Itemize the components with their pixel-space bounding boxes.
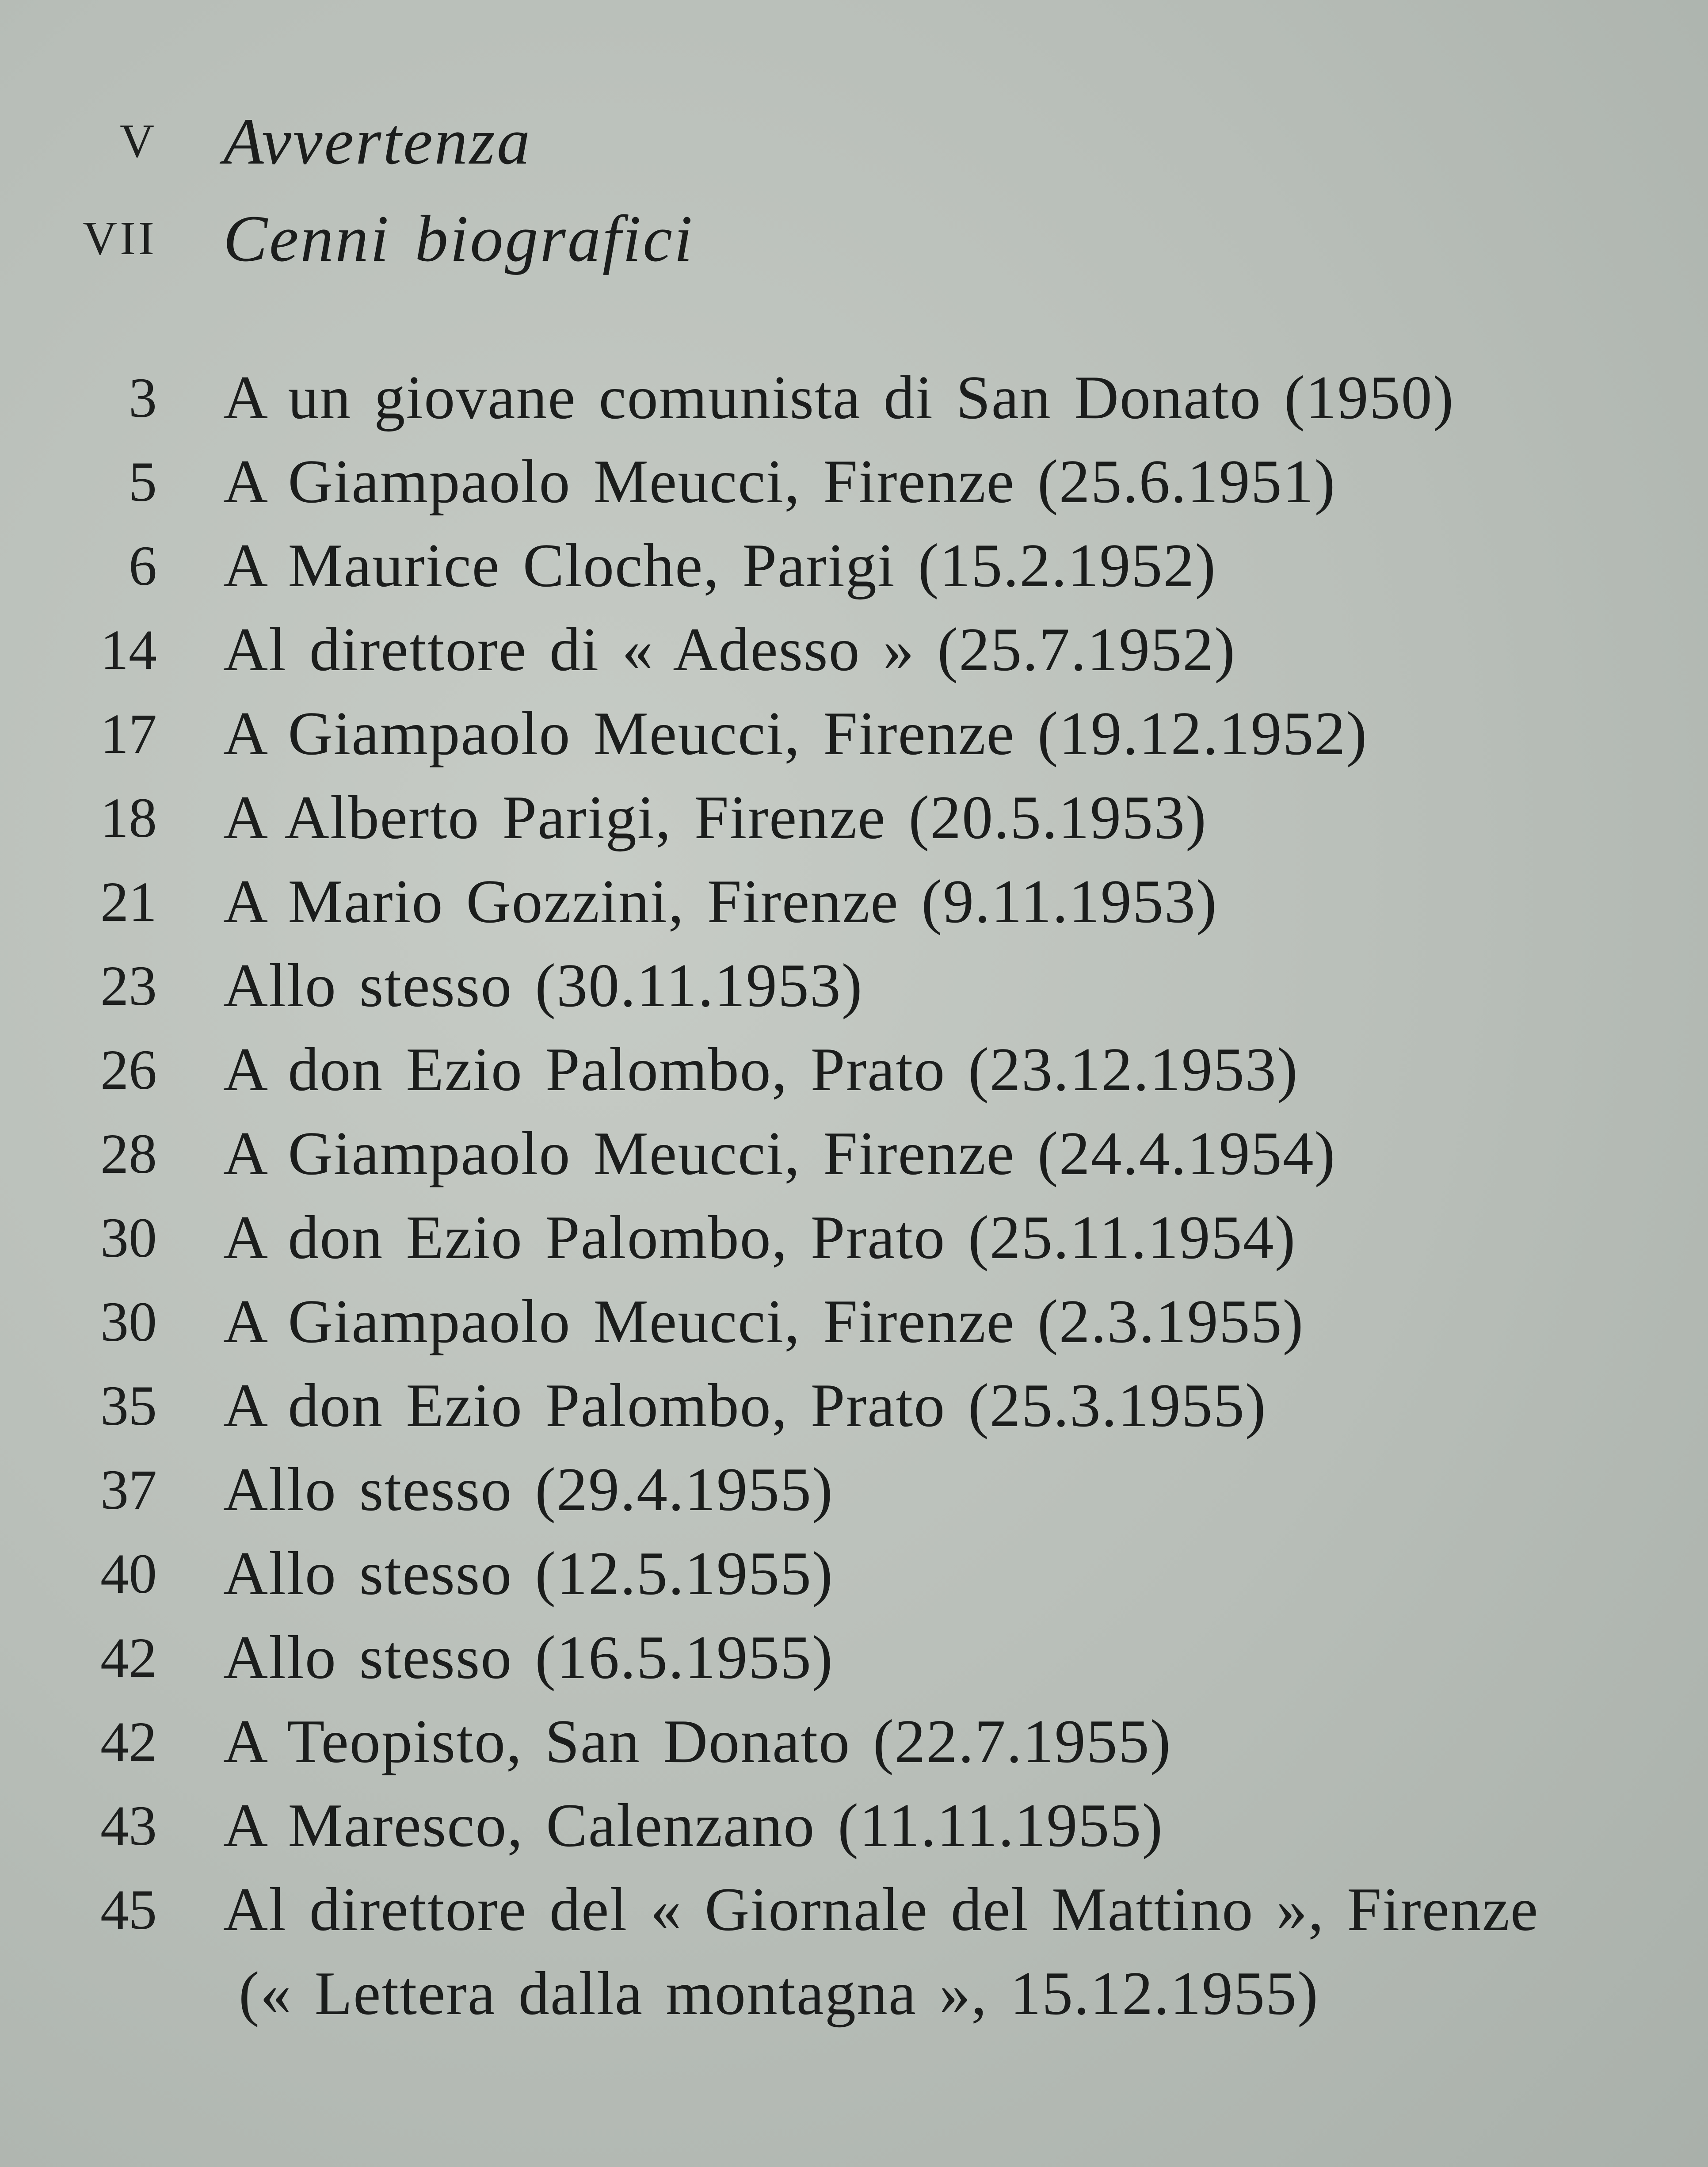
toc-entry-title: A Mario Gozzini, Firenze (9.11.1953) bbox=[223, 867, 1218, 936]
toc-page-number: 5 bbox=[129, 450, 157, 513]
toc-page-number: 45 bbox=[100, 1878, 157, 1941]
toc-page-number: 3 bbox=[129, 366, 157, 429]
toc-page-number: V bbox=[120, 115, 157, 168]
toc-page-number: 40 bbox=[100, 1542, 157, 1605]
toc-entry-title: Avvertenza bbox=[223, 105, 532, 178]
toc-entry-title: A Teopisto, San Donato (22.7.1955) bbox=[223, 1707, 1172, 1776]
toc-page-number: 14 bbox=[100, 618, 157, 681]
toc-entry-title: A Maurice Cloche, Parigi (15.2.1952) bbox=[223, 531, 1217, 600]
toc-page-number: 17 bbox=[100, 702, 157, 765]
toc-page-number: 30 bbox=[100, 1290, 157, 1353]
toc-entry-title: Allo stesso (12.5.1955) bbox=[223, 1539, 834, 1608]
toc-entry-title: Allo stesso (29.4.1955) bbox=[223, 1455, 834, 1524]
toc-page-number: 18 bbox=[100, 786, 157, 849]
toc-entry-title: A Alberto Parigi, Firenze (20.5.1953) bbox=[223, 783, 1207, 852]
toc-page-number: 21 bbox=[100, 870, 157, 933]
toc-page-number: VII bbox=[83, 212, 157, 265]
toc-entry-title: Cenni biografici bbox=[223, 202, 694, 275]
toc-page-number: 26 bbox=[100, 1038, 157, 1101]
toc-entry-title: Allo stesso (16.5.1955) bbox=[223, 1623, 834, 1692]
toc-entry-title: A don Ezio Palombo, Prato (23.12.1953) bbox=[223, 1035, 1299, 1104]
toc-entry-title: A don Ezio Palombo, Prato (25.3.1955) bbox=[223, 1371, 1267, 1440]
toc-page-number: 6 bbox=[129, 534, 157, 597]
toc-entry-title: A Giampaolo Meucci, Firenze (24.4.1954) bbox=[223, 1119, 1336, 1188]
toc-page-number: 42 bbox=[100, 1710, 157, 1773]
toc-page-number: 43 bbox=[100, 1794, 157, 1857]
toc-page-number: 30 bbox=[100, 1206, 157, 1269]
toc-entry-title: A un giovane comunista di San Donato (1950) bbox=[223, 363, 1455, 432]
toc-page-number: 42 bbox=[100, 1626, 157, 1689]
toc-entry-title: Al direttore di « Adesso » (25.7.1952) bbox=[223, 615, 1236, 684]
toc-page-number: 28 bbox=[100, 1122, 157, 1185]
toc-entry-continuation: (« Lettera dalla montagna », 15.12.1955) bbox=[239, 1959, 1319, 2028]
toc-entry-title: Al direttore del « Giornale del Mattino », Firenze bbox=[223, 1875, 1539, 1944]
toc-page-number: 23 bbox=[100, 954, 157, 1017]
toc-page-number: 37 bbox=[100, 1458, 157, 1521]
toc-entry-title: A Giampaolo Meucci, Firenze (25.6.1951) bbox=[223, 447, 1336, 516]
toc-entry-title: A Maresco, Calenzano (11.11.1955) bbox=[223, 1791, 1164, 1860]
toc-entry-title: Allo stesso (30.11.1953) bbox=[223, 951, 863, 1020]
toc-page-number: 35 bbox=[100, 1374, 157, 1437]
toc-entry-title: A Giampaolo Meucci, Firenze (2.3.1955) bbox=[223, 1287, 1304, 1356]
toc-entry-title: A don Ezio Palombo, Prato (25.11.1954) bbox=[223, 1203, 1296, 1272]
toc-entry-title: A Giampaolo Meucci, Firenze (19.12.1952) bbox=[223, 699, 1368, 768]
